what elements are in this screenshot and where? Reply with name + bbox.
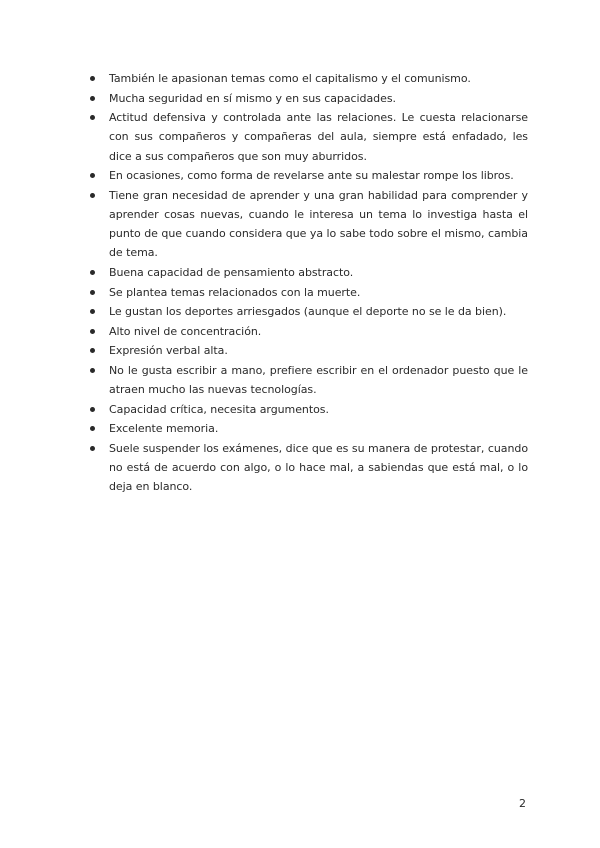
list-item [88,400,528,419]
list-item-text: También le apasionan temas como el capitalismo y el comunismo. [109,72,471,85]
bullet-list [88,69,528,497]
list-item [88,69,528,88]
list-item-text: En ocasiones, como forma de revelarse ante su malestar rompe los libros. [109,169,514,183]
list-item-text: Tiene gran necesidad de aprender y una gran habilidad para comprender y aprender cosas nuevas, cuando le interesa un tema lo investiga hasta el punto de que cuando considera que ya lo sabe todo sobre el mismo, cambia de tema. [109,188,528,260]
list-item-text: Alto nivel de concentración. [109,324,262,338]
bullet-icon [90,426,95,431]
bullet-icon [90,270,95,275]
bullet-icon [90,290,95,295]
list-item-text: Le gustan los deportes arriesgados (aunque el deporte no se le da bien). [109,305,507,319]
bullet-icon [90,407,95,412]
list-item [88,302,528,321]
page-number: 2 [519,797,526,810]
list-item [88,341,528,360]
bullet-icon [90,76,95,81]
list-item-text: Se plantea temas relacionados con la muerte. [109,285,361,299]
bullet-icon [90,173,95,178]
list-item-text: Capacidad crítica, necesita argumentos. [109,402,329,416]
list-item-text: Actitud defensiva y controlada ante las relaciones. Le cuesta relacionarse con sus compañeros y compañeras del aula, siempre está enfadado, les dice a sus compañeros que son muy aburridos. [109,111,528,163]
list-item [88,322,528,341]
list-item [88,263,528,282]
bullet-icon [90,96,95,101]
list-item-text: Expresión verbal alta. [109,344,228,358]
list-item-text: Suele suspender los exámenes, dice que es su manera de protestar, cuando no está de acuerdo con algo, o lo hace mal, a sabiendas que está mal, o lo deja en blanco. [109,441,528,494]
bullet-icon [90,115,95,120]
bullet-icon [90,329,95,334]
bullet-icon [90,446,95,451]
bullet-icon [90,368,95,373]
list-item-text: Excelente memoria. [109,422,219,436]
list-item-text: Mucha seguridad en sí mismo y en sus capacidades. [109,91,396,105]
list-item [88,361,528,399]
bullet-icon [90,348,95,353]
list-item [88,439,528,497]
list-item [88,89,528,108]
list-item [88,186,528,263]
bullet-icon [90,193,95,198]
list-item-text: No le gusta escribir a mano, prefiere escribir en el ordenador puesto que le atraen mucho las nuevas tecnologías. [109,363,528,397]
list-item-text: Buena capacidad de pensamiento abstracto. [109,265,354,279]
bullet-icon [90,309,95,314]
list-item [88,419,528,438]
list-item [88,283,528,302]
list-item [88,166,528,185]
list-item [88,108,528,166]
